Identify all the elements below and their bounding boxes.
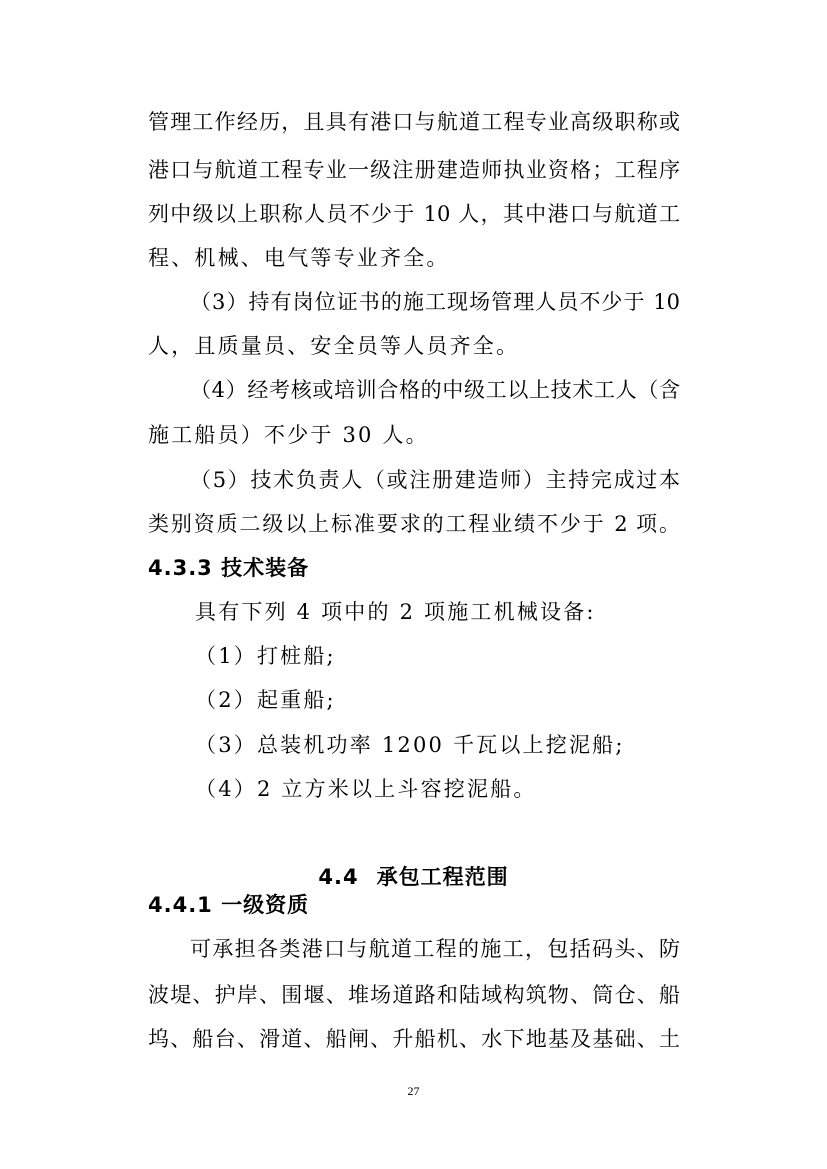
subsection-heading-4-3-3: 4.3.3 技术装备 bbox=[148, 556, 310, 580]
body-text-line: 程、机械、电气等专业齐全。 bbox=[148, 246, 450, 270]
body-text-line: 类别资质二级以上标准要求的工程业绩不少于 2 项。 bbox=[148, 512, 680, 536]
body-text-line: 列中级以上职称人员不少于 10 人，其中港口与航道工 bbox=[148, 202, 680, 226]
body-text-line: （5）技术负责人（或注册建造师）主持完成过本 bbox=[190, 468, 680, 492]
body-text-line: 波堤、护岸、围堰、堆场道路和陆域构筑物、筒仓、船 bbox=[148, 983, 680, 1007]
body-text-line: 施工船员）不少于 30 人。 bbox=[148, 423, 429, 447]
body-text-line: （3）持有岗位证书的施工现场管理人员不少于 10 bbox=[190, 290, 680, 314]
body-text-line: （4）经考核或培训合格的中级工以上技术工人（含 bbox=[190, 378, 680, 402]
body-text-line: 坞、船台、滑道、船闸、升船机、水下地基及基础、土 bbox=[148, 1027, 680, 1051]
section-number: 4.4 bbox=[318, 865, 359, 889]
page-number: 27 bbox=[407, 1084, 420, 1098]
equipment-item: （2）起重船; bbox=[195, 688, 336, 712]
equipment-item: （4）2 立方米以上斗容挖泥船。 bbox=[195, 777, 537, 801]
body-text-line: 港口与航道工程专业一级注册建造师执业资格；工程序 bbox=[148, 158, 680, 182]
equipment-item: （1）打桩船; bbox=[195, 644, 336, 668]
subsection-heading-4-4-1: 4.4.1 一级资质 bbox=[148, 893, 310, 917]
section-title: 承包工程范围 bbox=[376, 865, 509, 889]
equipment-intro: 具有下列 4 项中的 2 项施工机械设备: bbox=[195, 600, 596, 624]
body-text-line: 可承担各类港口与航道工程的施工，包括码头、防 bbox=[190, 937, 680, 961]
body-text-line: 管理工作经历，且具有港口与航道工程专业高级职称或 bbox=[148, 110, 680, 134]
section-heading-4-4 bbox=[0, 862, 827, 892]
equipment-item: （3）总装机功率 1200 千瓦以上挖泥船; bbox=[195, 733, 625, 757]
body-text-line: 人，且质量员、安全员等人员齐全。 bbox=[148, 334, 520, 358]
